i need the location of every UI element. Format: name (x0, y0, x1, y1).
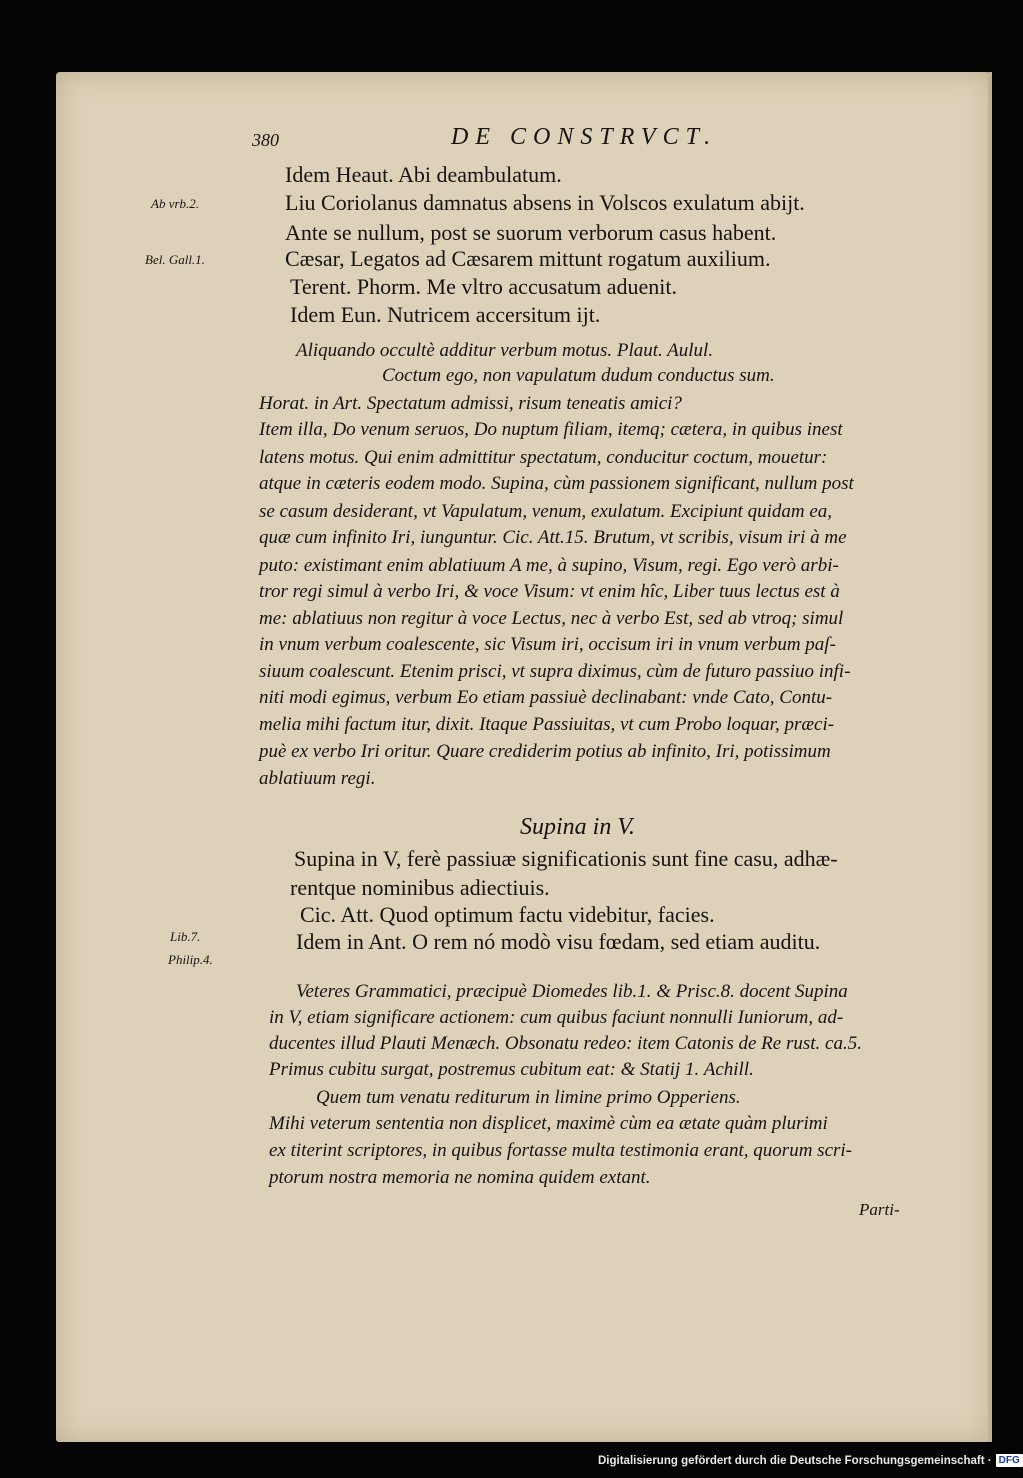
text-line: puto: existimant enim ablatiuum A me, à supino, Visum, regi. Ego verò arbi- (259, 555, 839, 576)
text-line: Supina in V, ferè passiuæ significationis sunt fine casu, adhæ- (294, 846, 838, 871)
text-line: Horat. in Art. Spectatum admissi, risum teneatis amici? (259, 393, 682, 414)
text-line: atque in cæteris eodem modo. Supina, cùm passionem significant, nullum post (259, 473, 854, 494)
text-line: Idem Heaut. Abi deambulatum. (285, 162, 562, 187)
text-line: Liu Coriolanus damnatus absens in Volscos exulatum abijt. (285, 190, 805, 215)
book-page (56, 72, 992, 1442)
margin-note-ab-vrb: Ab vrb.2. (151, 196, 200, 211)
section-heading: Supina in V. (520, 814, 635, 840)
text-line: Mihi veterum sententia non displicet, maximè cùm ea ætate quàm plurimi (269, 1113, 828, 1134)
text-line: Ante se nullum, post se suorum verborum casus habent. (285, 220, 777, 245)
catchword: Parti- (859, 1200, 900, 1219)
text-line: quæ cum infinito Iri, iunguntur. Cic. Att.15. Brutum, vt scribis, visum iri à me (259, 527, 847, 548)
text-line: Coctum ego, non vapulatum dudum conductus sum. (382, 365, 775, 386)
credit-text: Digitalisierung gefördert durch die Deutsche Forschungsgemeinschaft · (598, 1454, 992, 1467)
margin-note-philip: Philip.4. (168, 952, 213, 967)
text-line: Cæsar, Legatos ad Cæsarem mittunt rogatum auxilium. (285, 246, 771, 271)
text-line: Terent. Phorm. Me vltro accusatum aduenit. (290, 274, 678, 299)
text-line: Veteres Grammatici, præcipuè Diomedes lib.1. & Prisc.8. docent Supina (296, 981, 848, 1002)
text-line: se casum desiderant, vt Vapulatum, venum, exulatum. Excipiunt quidam ea, (259, 501, 833, 522)
margin-note-lib: Lib.7. (170, 929, 201, 944)
text-line: rentque nominibus adiectiuis. (290, 875, 550, 900)
text-line: ptorum nostra memoria ne nomina quidem extant. (269, 1167, 651, 1188)
text-line: Primus cubitu surgat, postremus cubitum eat: & Statij 1. Achill. (269, 1059, 754, 1080)
text-line: Idem in Ant. O rem nó modò visu fœdam, sed etiam auditu. (296, 929, 821, 954)
text-line: siuum coalescunt. Etenim prisci, vt supra diximus, cùm de futuro passiuo infi- (259, 661, 851, 682)
text-line: in V, etiam significare actionem: cum quibus faciunt nonnulli Iuniorum, ad- (269, 1007, 844, 1028)
digitization-credit (598, 1454, 1023, 1467)
text-line: niti modi egimus, verbum Eo etiam passiuè declinabant: vnde Cato, Contu- (259, 687, 833, 708)
page-number: 380 (252, 130, 279, 150)
text-line: me: ablatiuus non regitur à voce Lectus, nec à verbo Est, sed ab vtroq; simul (259, 608, 844, 629)
text-line: Idem Eun. Nutricem accersitum ijt. (290, 302, 601, 327)
text-line: Aliquando occultè additur verbum motus. Plaut. Aulul. (296, 340, 714, 361)
text-line: Quem tum venatu rediturum in limine primo Opperiens. (316, 1087, 741, 1108)
text-line: ex titerint scriptores, in quibus fortasse multa testimonia erant, quorum scri- (269, 1140, 852, 1161)
text-line: melia mihi factum itur, dixit. Itaque Passiuitas, vt cum Probo loquar, præci- (259, 714, 835, 735)
running-title: DE CONSTRVCT. (451, 124, 718, 150)
text-line: puè ex verbo Iri oritur. Quare crediderim potius ab infinito, Iri, potissimum (259, 741, 831, 762)
text-line: Cic. Att. Quod optimum factu videbitur, facies. (300, 902, 715, 927)
text-line: latens motus. Qui enim admittitur spectatum, conducitur coctum, mouetur: (259, 447, 828, 468)
text-line: ablatiuum regi. (259, 768, 376, 789)
margin-note-bel-gall: Bel. Gall.1. (145, 252, 205, 267)
text-line: in vnum verbum coalescente, sic Visum iri, occisum iri in vnum verbum paſ- (259, 634, 836, 655)
text-line: Item illa, Do venum seruos, Do nuptum filiam, itemq; cætera, in quibus inest (259, 419, 843, 440)
dfg-logo: DFG (996, 1454, 1023, 1467)
page-edge (988, 72, 992, 1442)
text-line: ducentes illud Plauti Menæch. Obsonatu redeo: item Catonis de Re rust. ca.5. (269, 1033, 862, 1054)
text-line: tror regi simul à verbo Iri, & voce Visum: vt enim hîc, Liber tuus lectus est à (259, 581, 840, 602)
